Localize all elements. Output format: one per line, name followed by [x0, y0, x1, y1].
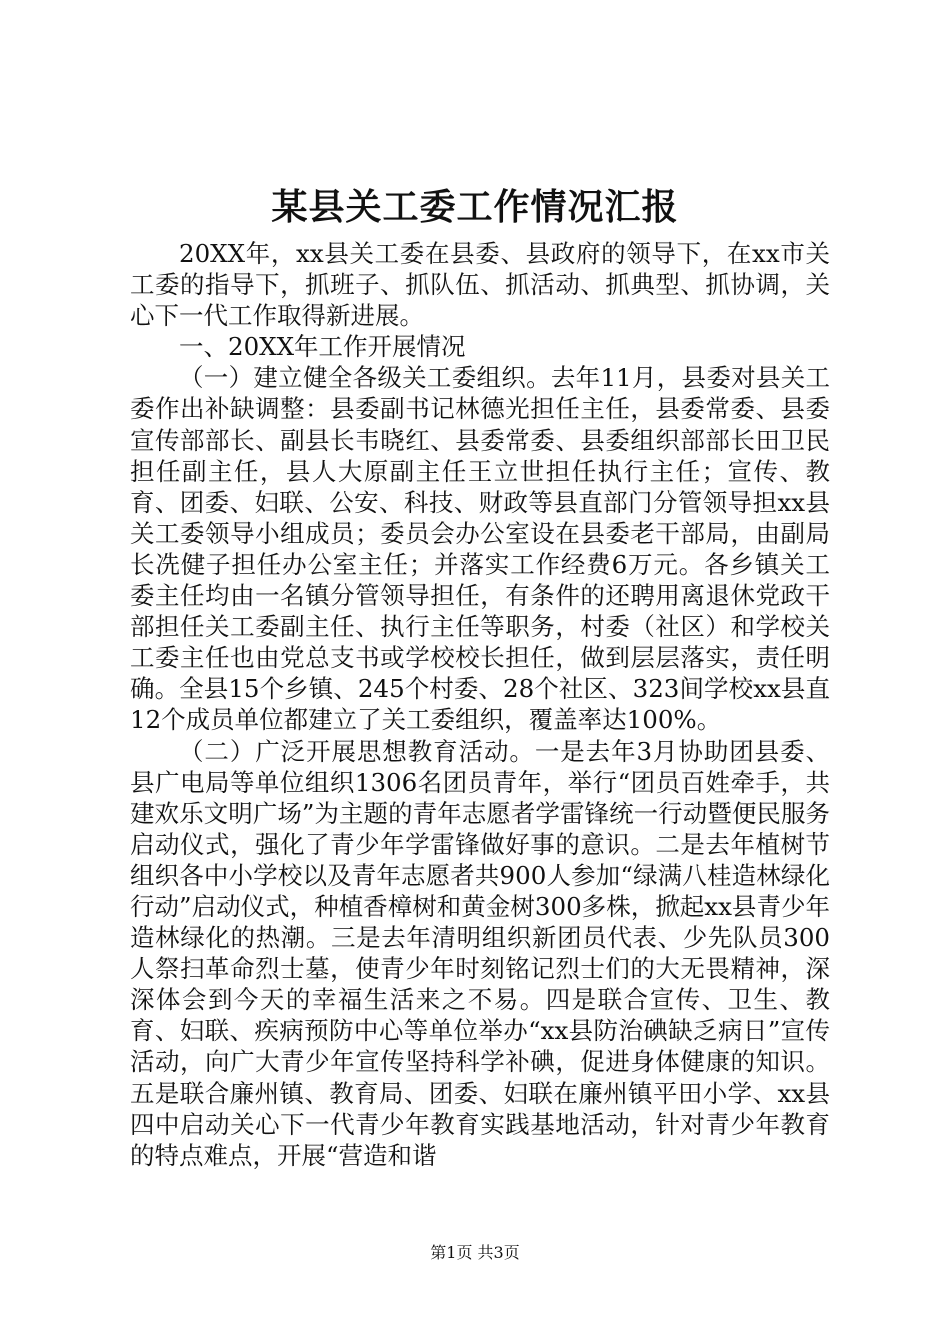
intro-paragraph: 20XX年，xx县关工委在县委、县政府的领导下，在xx市关工委的指导下，抓班子、抓队伍、抓活动、抓典型、抓协调，关心下一代工作取得新进展。	[130, 239, 830, 331]
body-paragraph: （二）广泛开展思想教育活动。一是去年3月协助团县委、县广电局等单位组织1306名团员青年，举行“团员百姓牵手，共建欢乐文明广场”为主题的青年志愿者学雷锋统一行动暨便民服务启动仪式，强化了青少年学雷锋做好事的意识。二是去年植树节组织各中小学校以及青年志愿者共900人参加“绿满八桂造林绿化行动”启动仪式，种植香樟树和黄金树300多株，掀起xx县青少年造林绿化的热潮。三是去年清明组织新团员代表、少先队员300人祭扫革命烈士墓，使青少年时刻铭记烈士们的大无畏精神，深深体会到今天的幸福生活来之不易。四是联合宣传、卫生、教育、妇联、疾病预防中心等单位举办“xx县防治碘缺乏病日”宣传活动，向广大青少年宣传坚持科学补碘，促进身体健康的知识。五是联合廉州镇、教育局、团委、妇联在廉州镇平田小学、xx县四中启动关心下一代青少年教育实践基地活动，针对青少年教育的特点难点，开展“营造和谐	[130, 736, 830, 1170]
page-footer: 第1页 共3页	[430, 1243, 520, 1262]
document-body	[130, 238, 830, 1171]
document-title: 某县关工委工作情况汇报	[271, 186, 679, 228]
body-paragraph: （一）建立健全各级关工委组织。去年11月，县委对县关工委作出补缺调整：县委副书记林德光担任主任，县委常委、县委宣传部部长、副县长韦晓红、县委常委、县委组织部部长田卫民担任副主任，县人大原副主任王立世担任执行主任；宣传、教育、团委、妇联、公安、科技、财政等县直部门分管领导担xx县关工委领导小组成员；委员会办公室设在县委老干部局，由副局长冼健子担任办公室主任；并落实工作经费6万元。各乡镇关工委主任均由一名镇分管领导担任，有条件的还聘用离退休党政干部担任关工委副主任、执行主任等职务，村委（社区）和学校关工委主任也由党总支书或学校校长担任，做到层层落实，责任明确。全县15个乡镇、245个村委、28个社区、323间学校xx县直12个成员单位都建立了关工委组织，覆盖率达100%。	[130, 363, 830, 735]
section-heading: 一、20XX年工作开展情况	[179, 332, 466, 362]
